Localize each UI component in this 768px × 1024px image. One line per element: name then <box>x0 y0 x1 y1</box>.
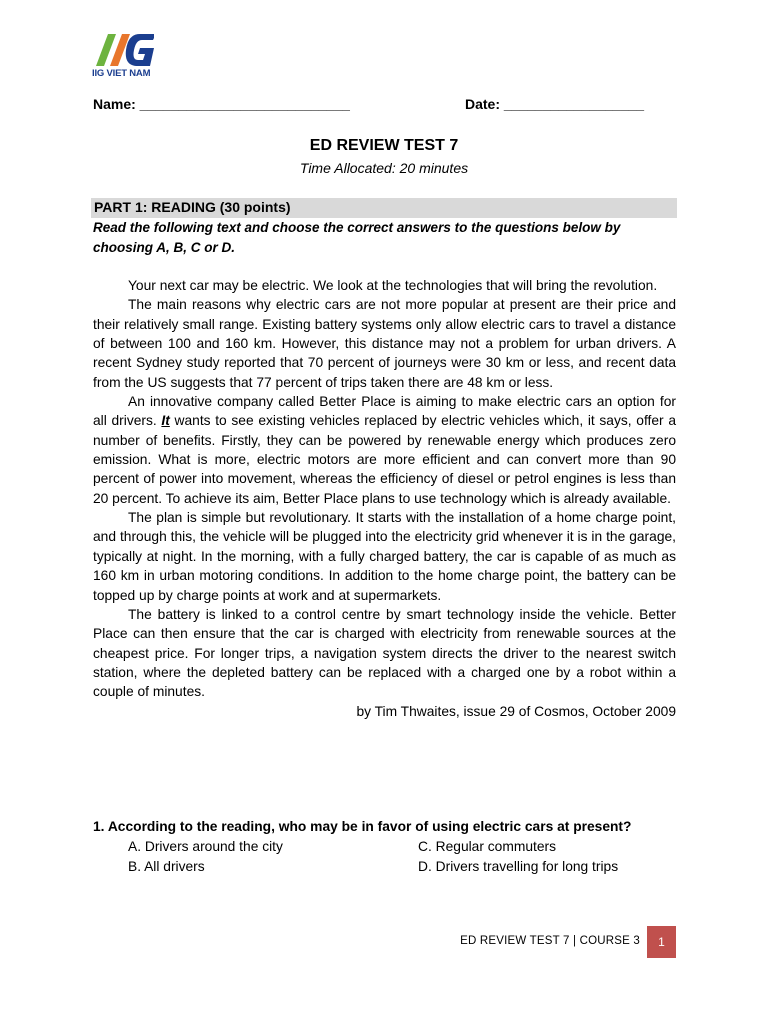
paragraph-5: The battery is linked to a control centre by smart technology inside the vehicle. Better Place can then ensure that the car is charged with electricity from renewable sources at the cheapest price. For longer trips, a navigation system directs the driver to the nearest switch station, where the depleted battery can be replaced with a charged one by a robot within a couple of minutes. <box>93 606 676 700</box>
name-date-row <box>93 96 677 116</box>
page-footer <box>0 926 768 960</box>
part-heading-bar <box>91 198 677 218</box>
paragraph-2: The main reasons why electric cars are not more popular at present are their price and their relatively small range. Existing battery systems only allow electric cars to travel a distance of between 100 and 160 km. However, this distance may not a problem for urban drivers. A recent Sydney study reported that 70 percent of journeys were 30 km or less, and recent data from the US suggests that 77 percent of trips taken there are 48 km or less. <box>93 297 676 390</box>
footer-text: ED REVIEW TEST 7 | COURSE 3 <box>460 935 640 947</box>
option-b[interactable]: B. All drivers <box>128 859 205 874</box>
iig-logo <box>92 32 162 82</box>
part-heading: PART 1: READING (30 points) <box>94 199 291 215</box>
paragraph-1: Your next car may be electric. We look at the technologies that will bring the revolution. <box>128 278 658 293</box>
reading-passage <box>93 276 676 721</box>
paragraph-4: The plan is simple but revolutionary. It starts with the installation of a home charge point, and through this, the vehicle will be plugged into the electricity grid whenever it is in the garage, typically at night. In the morning, with a fully charged battery, the car is capable of as much as 160 km in urban motoring conditions. In addition to the home charge point, the battery can be topped up by charge points at work and at supermarkets. <box>93 510 676 603</box>
question-1 <box>93 817 676 877</box>
time-allocated: Time Allocated: 20 minutes <box>299 160 469 176</box>
paragraph-3-start: An innovative company called Better Place is aiming to make electric cars an option for all drivers. <box>93 394 676 429</box>
paragraph-3-end: wants to see existing vehicles replaced by electric vehicles which, it says, offer a number of benefits. Firstly, they can be powered by renewable energy which produces zero emission. What is more, electric motors are more efficient and can convert more than 90 percent of power into movement, whereas the efficiency of diesel or petrol engines is less than 20 percent. To achieve its aim, Better Place plans to use technology which is already available. <box>93 413 676 506</box>
page-number: 1 <box>647 926 676 958</box>
question-1-stem: 1. According to the reading, who may be in favor of using electric cars at present? <box>93 819 632 834</box>
logo-text: IIG VIET NAM <box>92 68 151 79</box>
date-field[interactable]: Date: __________________ <box>465 96 645 112</box>
question-1-options <box>93 837 676 877</box>
iig-logo-mark <box>92 32 158 68</box>
paragraph-3 <box>93 392 676 508</box>
highlighted-word-it: It <box>161 413 170 429</box>
option-a[interactable]: A. Drivers around the city <box>128 839 283 854</box>
instructions: Read the following text and choose the correct answers to the questions below by choosing A, B, C or D. <box>93 220 621 255</box>
byline: by Tim Thwaites, issue 29 of Cosmos, October 2009 <box>356 703 676 719</box>
option-d[interactable]: D. Drivers travelling for long trips <box>418 859 619 874</box>
name-field[interactable]: Name: ___________________________ <box>93 96 350 112</box>
option-c[interactable]: C. Regular commuters <box>418 839 557 854</box>
page-title: ED REVIEW TEST 7 <box>309 137 459 154</box>
